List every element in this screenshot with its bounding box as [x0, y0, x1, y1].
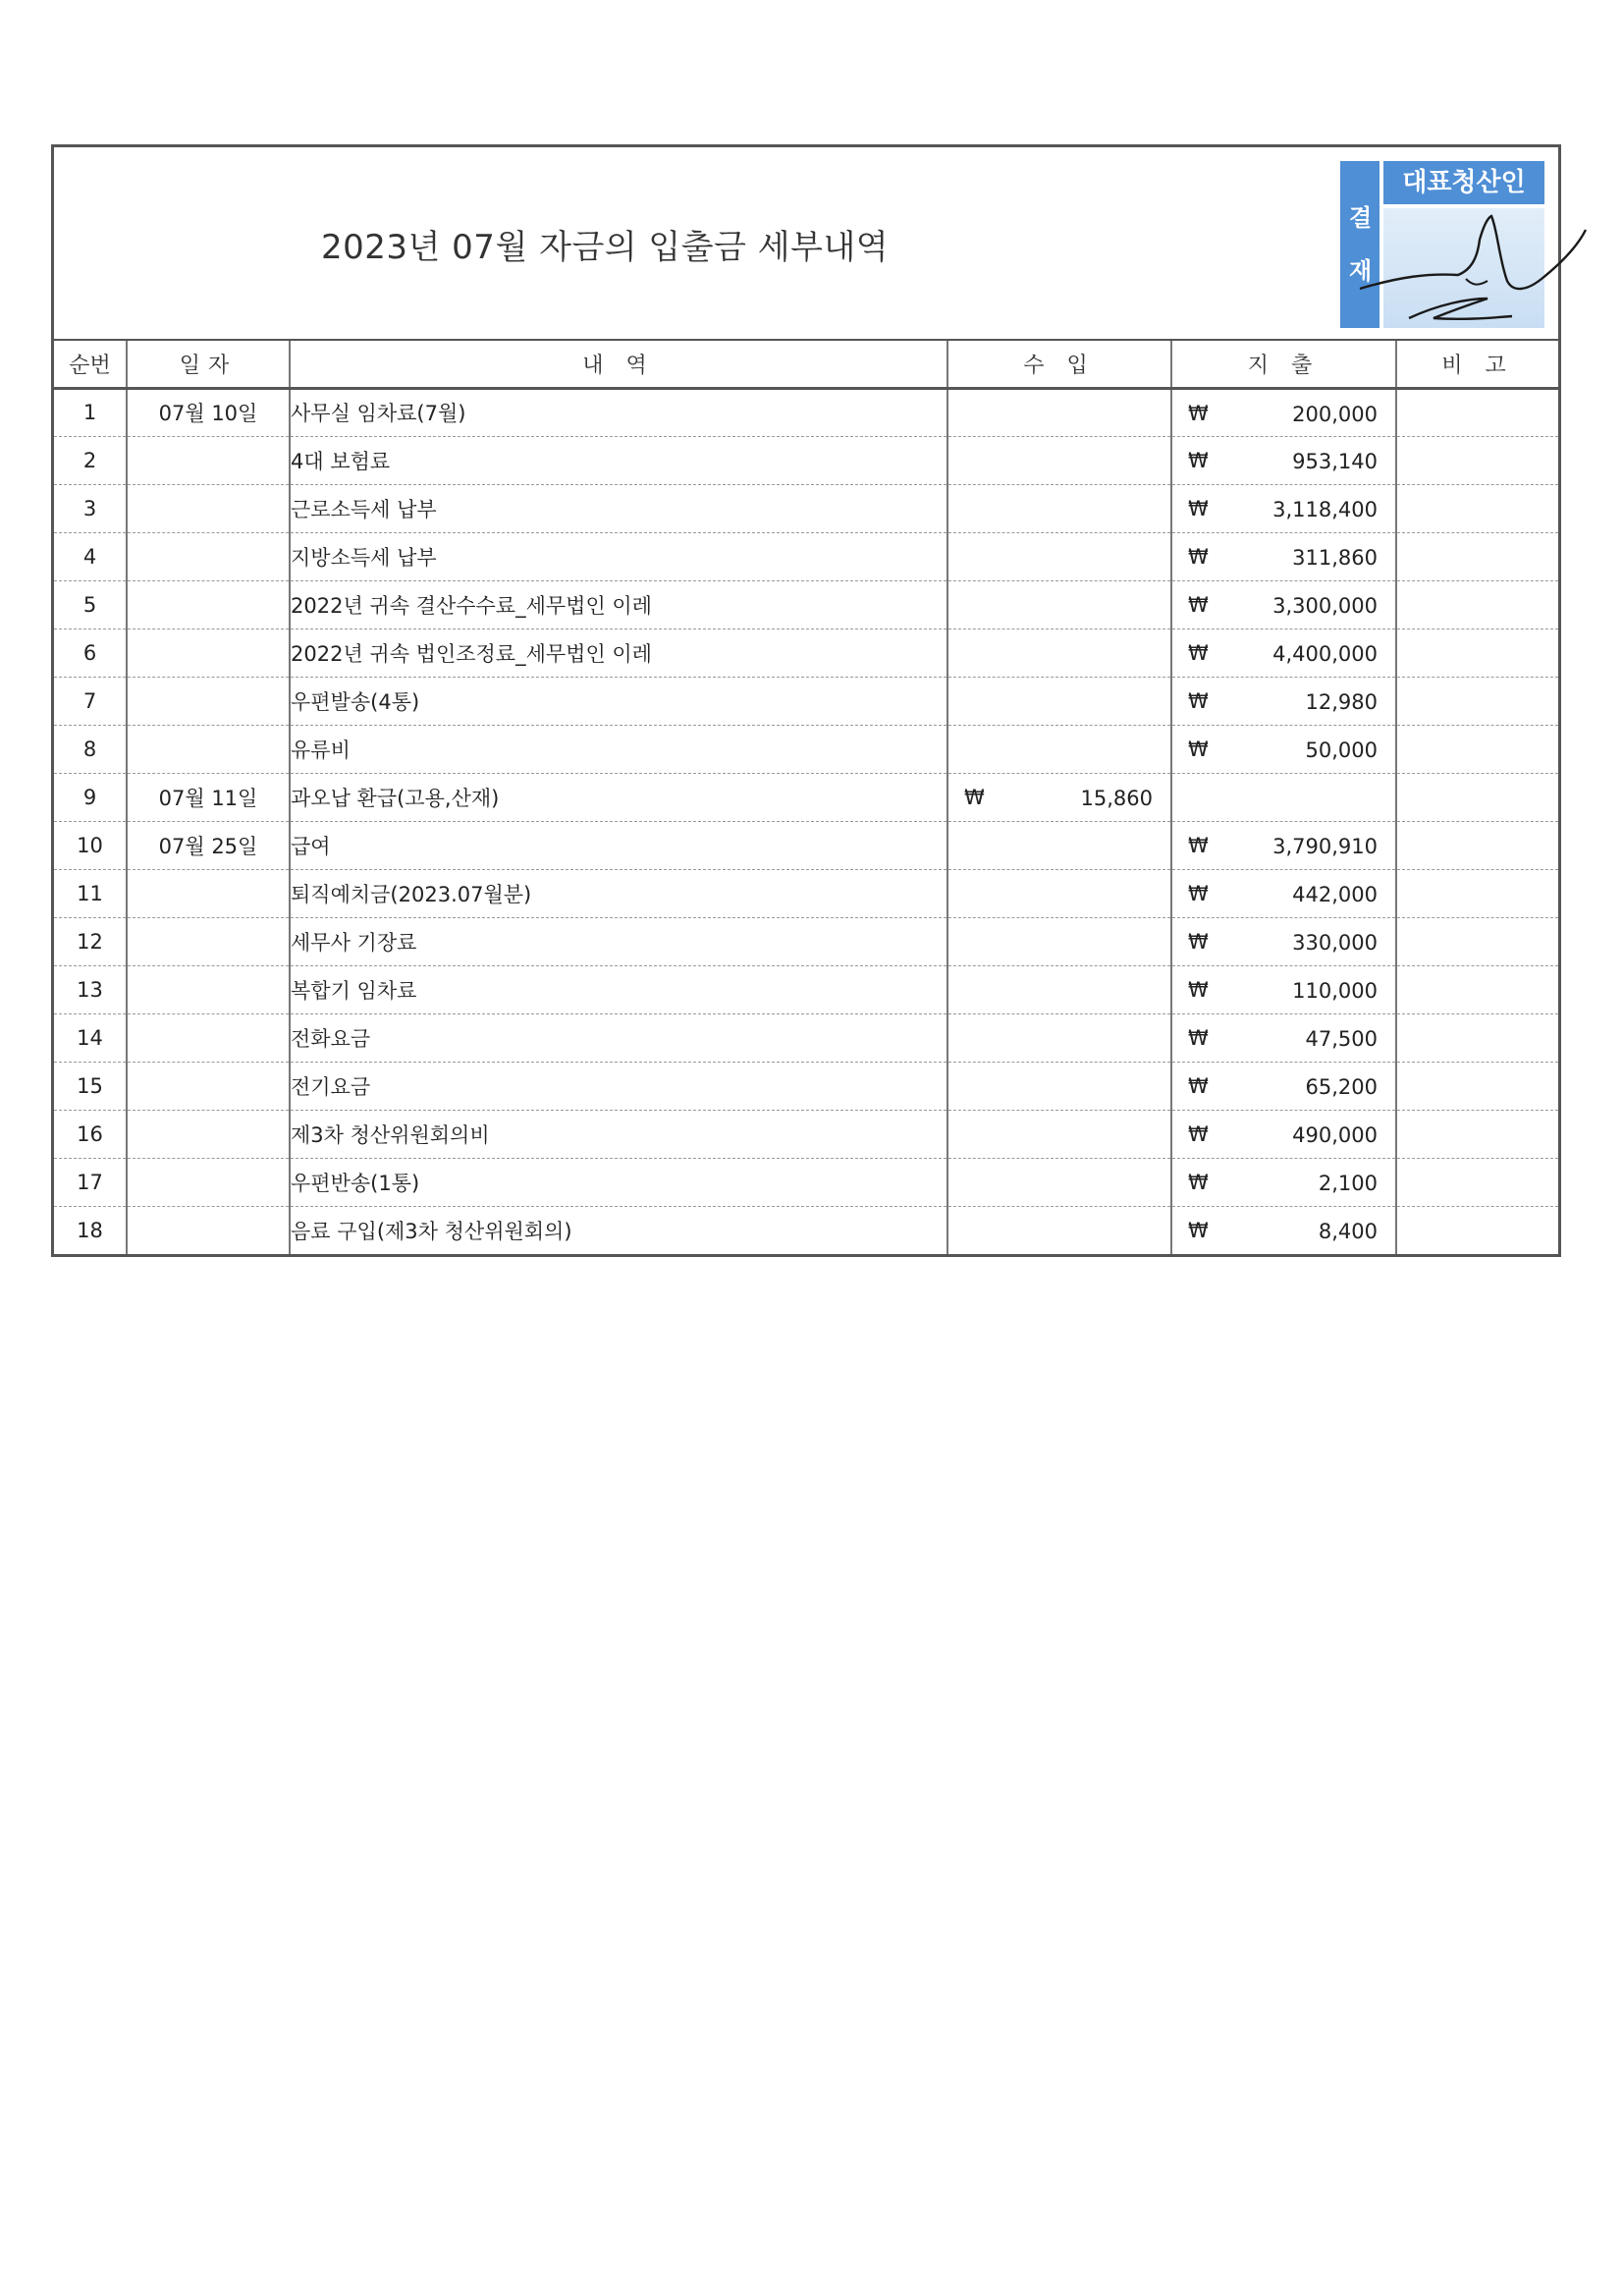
row-note	[1396, 1206, 1558, 1254]
table-row	[54, 725, 1558, 773]
row-expense-amount: 2,100	[1318, 1171, 1378, 1195]
row-date	[127, 484, 290, 532]
row-income	[947, 725, 1171, 773]
header-expense: 지 출	[1171, 341, 1396, 388]
row-income	[947, 629, 1171, 677]
table-row	[54, 1062, 1558, 1110]
row-income	[947, 869, 1171, 917]
row-expense	[1171, 436, 1396, 484]
table-header-row	[54, 341, 1558, 388]
row-date	[127, 532, 290, 580]
row-expense-amount: 47,500	[1305, 1026, 1378, 1051]
row-description: 급여	[290, 821, 947, 869]
row-number: 13	[54, 965, 127, 1013]
currency-symbol: ₩	[1188, 496, 1209, 520]
row-date	[127, 869, 290, 917]
row-expense-amount: 442,000	[1292, 882, 1378, 906]
table-row	[54, 484, 1558, 532]
row-income	[947, 1206, 1171, 1254]
row-expense-amount: 50,000	[1305, 738, 1378, 762]
table-row	[54, 677, 1558, 725]
row-note	[1396, 388, 1558, 436]
row-note	[1396, 869, 1558, 917]
header-date: 일자	[127, 341, 290, 388]
row-expense-amount: 65,200	[1305, 1074, 1378, 1099]
row-description: 퇴직예치금(2023.07월분)	[290, 869, 947, 917]
row-expense-amount: 3,118,400	[1272, 497, 1378, 521]
currency-symbol: ₩	[1188, 401, 1209, 425]
row-number: 10	[54, 821, 127, 869]
currency-symbol: ₩	[1188, 688, 1209, 713]
table-row	[54, 821, 1558, 869]
table-row	[54, 1206, 1558, 1254]
row-income	[947, 917, 1171, 965]
row-note	[1396, 580, 1558, 629]
row-expense-amount: 4,400,000	[1272, 641, 1378, 666]
table-row	[54, 773, 1558, 821]
approval-side-label-1: 결	[1349, 204, 1373, 232]
table-row	[54, 1110, 1558, 1158]
row-expense	[1171, 629, 1396, 677]
row-date	[127, 917, 290, 965]
row-expense-amount: 200,000	[1292, 402, 1378, 426]
row-number: 6	[54, 629, 127, 677]
row-income	[947, 965, 1171, 1013]
row-expense-amount: 3,790,910	[1272, 834, 1378, 858]
currency-symbol: ₩	[1188, 737, 1209, 761]
header-desc: 내 역	[290, 341, 947, 388]
row-income	[947, 1110, 1171, 1158]
row-description: 우편발송(4통)	[290, 677, 947, 725]
row-income	[947, 580, 1171, 629]
row-expense	[1171, 1158, 1396, 1206]
row-description: 과오납 환급(고용,산재)	[290, 773, 947, 821]
row-number: 11	[54, 869, 127, 917]
row-expense	[1171, 773, 1396, 821]
title-area	[54, 147, 1558, 341]
row-number: 16	[54, 1110, 127, 1158]
row-expense	[1171, 869, 1396, 917]
ledger-sheet	[51, 144, 1561, 1257]
row-date	[127, 629, 290, 677]
approval-stamp	[1340, 161, 1544, 328]
row-income	[947, 1158, 1171, 1206]
row-number: 15	[54, 1062, 127, 1110]
currency-symbol: ₩	[1188, 1073, 1209, 1098]
row-expense	[1171, 532, 1396, 580]
row-expense-amount: 953,140	[1292, 449, 1378, 473]
table-row	[54, 580, 1558, 629]
row-income	[947, 436, 1171, 484]
row-expense	[1171, 388, 1396, 436]
row-date	[127, 436, 290, 484]
currency-symbol: ₩	[1188, 1170, 1209, 1194]
row-note	[1396, 677, 1558, 725]
row-description: 근로소득세 납부	[290, 484, 947, 532]
row-date	[127, 677, 290, 725]
currency-symbol: ₩	[1188, 881, 1209, 905]
row-note	[1396, 917, 1558, 965]
row-expense-amount: 490,000	[1292, 1122, 1378, 1147]
row-expense	[1171, 965, 1396, 1013]
row-date	[127, 1013, 290, 1062]
table-row	[54, 965, 1558, 1013]
currency-symbol: ₩	[1188, 592, 1209, 617]
row-number: 5	[54, 580, 127, 629]
row-expense	[1171, 917, 1396, 965]
currency-symbol: ₩	[1188, 1218, 1209, 1242]
row-expense-amount: 12,980	[1305, 689, 1378, 714]
row-description: 2022년 귀속 법인조정료_세무법인 이레	[290, 629, 947, 677]
row-income	[947, 1013, 1171, 1062]
row-income-amount: 15,860	[1080, 786, 1153, 810]
row-number: 3	[54, 484, 127, 532]
row-note	[1396, 725, 1558, 773]
row-description: 4대 보험료	[290, 436, 947, 484]
row-expense	[1171, 1013, 1396, 1062]
row-expense	[1171, 1110, 1396, 1158]
row-description: 사무실 임차료(7월)	[290, 388, 947, 436]
row-date	[127, 1158, 290, 1206]
row-date	[127, 1110, 290, 1158]
row-note	[1396, 532, 1558, 580]
row-expense-amount: 110,000	[1292, 978, 1378, 1003]
table-row	[54, 436, 1558, 484]
currency-symbol: ₩	[1188, 448, 1209, 472]
row-date	[127, 965, 290, 1013]
ledger-table	[54, 341, 1558, 1254]
row-note	[1396, 965, 1558, 1013]
row-number: 4	[54, 532, 127, 580]
row-income	[947, 532, 1171, 580]
row-description: 제3차 청산위원회의비	[290, 1110, 947, 1158]
row-date	[127, 1062, 290, 1110]
row-note	[1396, 1013, 1558, 1062]
row-expense-amount: 311,860	[1292, 545, 1378, 570]
header-income: 수 입	[947, 341, 1171, 388]
currency-symbol: ₩	[1188, 1121, 1209, 1146]
row-number: 1	[54, 388, 127, 436]
document-title: 2023년 07월 자금의 입출금 세부내역	[321, 228, 890, 267]
currency-symbol: ₩	[1188, 640, 1209, 665]
row-date	[127, 1206, 290, 1254]
row-note	[1396, 484, 1558, 532]
row-number: 8	[54, 725, 127, 773]
row-description: 음료 구입(제3차 청산위원회의)	[290, 1206, 947, 1254]
row-income	[947, 484, 1171, 532]
currency-symbol: ₩	[1188, 544, 1209, 569]
currency-symbol: ₩	[1188, 1025, 1209, 1050]
row-expense	[1171, 580, 1396, 629]
table-row	[54, 1013, 1558, 1062]
table-row	[54, 869, 1558, 917]
currency-symbol: ₩	[1188, 833, 1209, 857]
row-expense-amount: 8,400	[1318, 1219, 1378, 1243]
approval-header: 대표청산인	[1383, 161, 1544, 204]
row-number: 12	[54, 917, 127, 965]
row-date: 07월 25일	[127, 821, 290, 869]
row-expense	[1171, 1062, 1396, 1110]
row-description: 전화요금	[290, 1013, 947, 1062]
row-number: 17	[54, 1158, 127, 1206]
row-note	[1396, 1110, 1558, 1158]
row-description: 우편반송(1통)	[290, 1158, 947, 1206]
row-expense	[1171, 677, 1396, 725]
currency-symbol: ₩	[1188, 977, 1209, 1002]
row-note	[1396, 629, 1558, 677]
row-description: 지방소득세 납부	[290, 532, 947, 580]
row-expense	[1171, 1206, 1396, 1254]
signature-icon	[1340, 161, 1605, 348]
row-income	[947, 773, 1171, 821]
row-description: 세무사 기장료	[290, 917, 947, 965]
row-expense-amount: 3,300,000	[1272, 593, 1378, 618]
row-note	[1396, 1062, 1558, 1110]
row-description: 2022년 귀속 결산수수료_세무법인 이레	[290, 580, 947, 629]
table-row	[54, 532, 1558, 580]
header-no: 순번	[54, 341, 127, 388]
currency-symbol: ₩	[1188, 929, 1209, 954]
table-row	[54, 388, 1558, 436]
row-expense	[1171, 725, 1396, 773]
row-date	[127, 580, 290, 629]
row-number: 18	[77, 1218, 103, 1242]
approval-side-label-2: 재	[1349, 257, 1373, 285]
ledger-body	[54, 388, 1558, 1254]
row-number: 2	[54, 436, 127, 484]
row-date: 07월 10일	[127, 388, 290, 436]
row-number: 9	[54, 773, 127, 821]
table-row	[54, 629, 1558, 677]
row-note	[1396, 821, 1558, 869]
row-note	[1396, 436, 1558, 484]
row-description: 복합기 임차료	[290, 965, 947, 1013]
currency-symbol: ₩	[964, 785, 985, 809]
row-expense	[1171, 484, 1396, 532]
row-income	[947, 388, 1171, 436]
row-date: 07월 11일	[127, 773, 290, 821]
row-income	[947, 821, 1171, 869]
row-note	[1396, 1158, 1558, 1206]
row-description: 전기요금	[290, 1062, 947, 1110]
row-income	[947, 677, 1171, 725]
row-expense-amount: 330,000	[1292, 930, 1378, 955]
row-date	[127, 725, 290, 773]
table-row	[54, 1158, 1558, 1206]
row-expense	[1171, 821, 1396, 869]
header-note: 비 고	[1396, 341, 1558, 388]
row-number: 7	[54, 677, 127, 725]
row-description: 유류비	[290, 725, 947, 773]
row-note	[1396, 773, 1558, 821]
table-row	[54, 917, 1558, 965]
row-income	[947, 1062, 1171, 1110]
row-number: 14	[54, 1013, 127, 1062]
